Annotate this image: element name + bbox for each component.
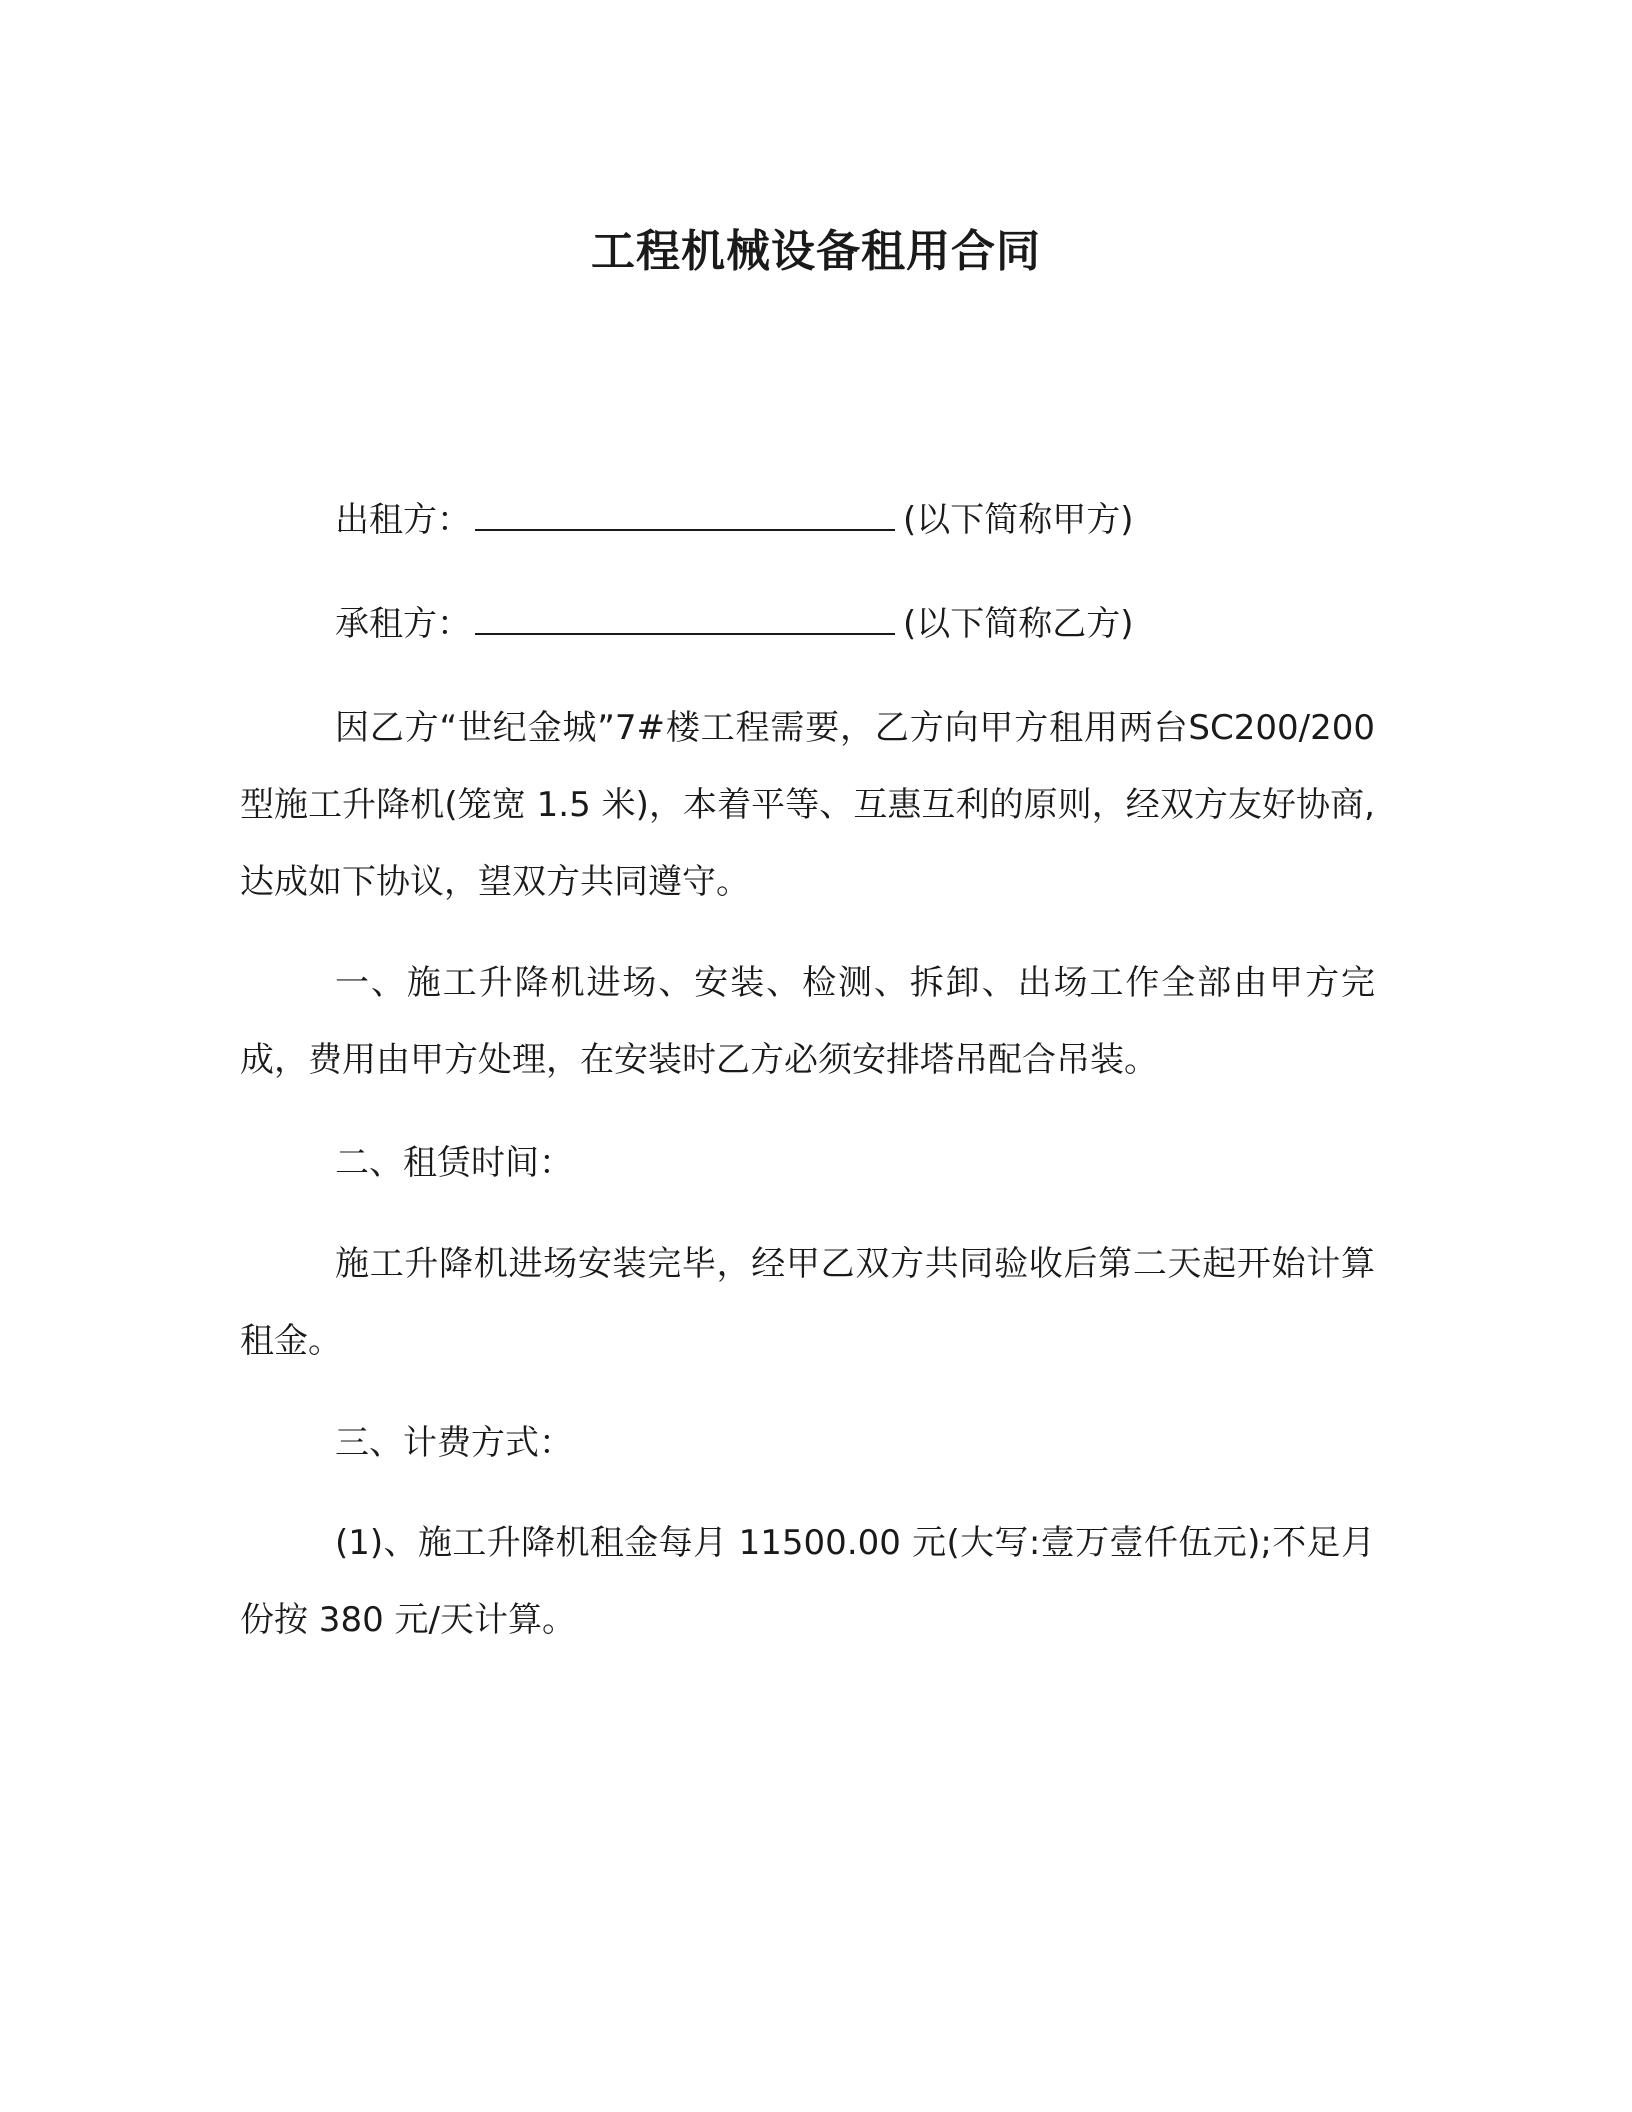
- intro-paragraph-block: [240, 690, 1375, 921]
- clause-2-body-block: [240, 1226, 1375, 1380]
- lessee-suffix: (以下简称乙方): [903, 604, 1134, 644]
- lessor-suffix: (以下简称甲方): [903, 500, 1134, 540]
- lessee-blank: [475, 603, 895, 635]
- clause-3-heading: 三、计费方式：: [335, 1423, 573, 1463]
- clause-2-heading-block: [240, 1125, 1375, 1202]
- lessee-label: 承租方：: [335, 604, 471, 644]
- clause-3-item-1: (1)、施工升降机租金每月 11500.00 元(大写:壹万壹仟伍元);不足月份按 380 元/天计算。: [240, 1523, 1375, 1640]
- clause-2-heading: 二、租赁时间：: [335, 1143, 573, 1183]
- lessor-line: [335, 490, 1134, 550]
- clause-1-paragraph: 一、施工升降机进场、安装、检测、拆卸、出场工作全部由甲方完成，费用由甲方处理，在安装时乙方必须安排塔吊配合吊装。: [240, 963, 1375, 1080]
- clause-2-body: 施工升降机进场安装完毕，经甲乙双方共同验收后第二天起开始计算租金。: [240, 1244, 1375, 1361]
- intro-paragraph: 因乙方“世纪金城”7#楼工程需要，乙方向甲方租用两台SC200/200 型施工升降机(笼宽 1.5 米)，本着平等、互惠互利的原则，经双方友好协商,达成如下协议，望双方共同遵守。: [240, 708, 1375, 902]
- clause-1-block: [240, 945, 1375, 1099]
- clause-3-item-1-block: [240, 1505, 1375, 1659]
- lessor-label: 出租方：: [335, 500, 471, 540]
- lessor-blank: [475, 499, 895, 531]
- lessee-line: [335, 594, 1134, 654]
- clause-3-heading-block: [240, 1405, 1375, 1482]
- document-title: 工程机械设备租用合同: [591, 226, 1041, 277]
